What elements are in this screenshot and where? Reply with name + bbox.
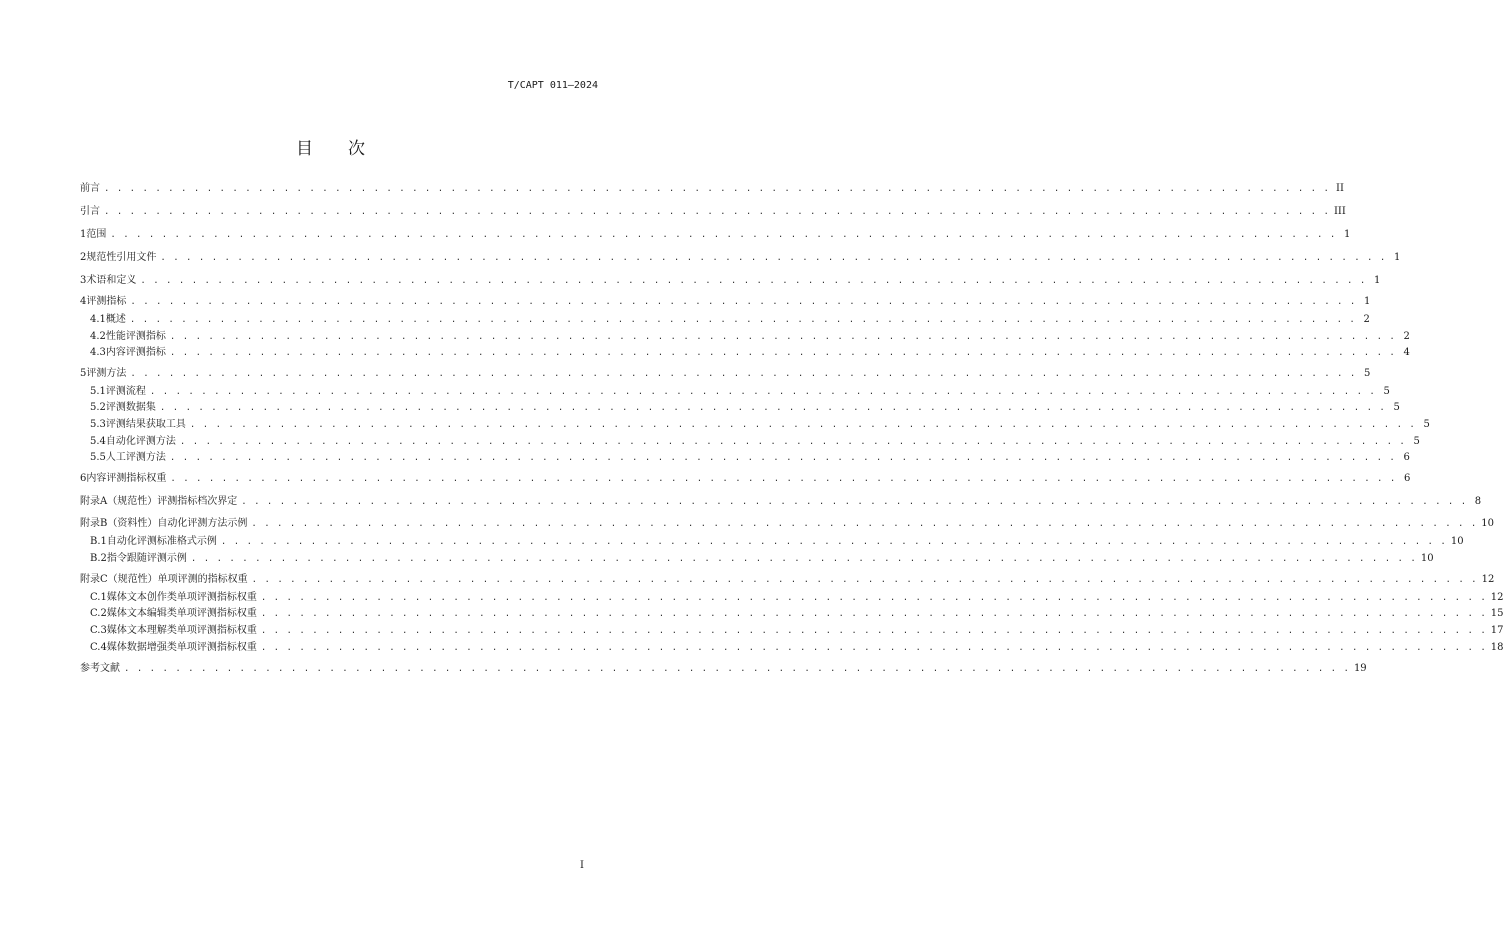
toc-entry-5-3[interactable] — [80, 418, 1430, 432]
toc-entry-page: 12 — [1490, 592, 1504, 603]
toc-entry-number: 5 — [80, 368, 87, 379]
toc-entry-label: 引言 — [80, 206, 100, 217]
toc-entry-label: 评测数据集 — [105, 402, 156, 413]
toc-entry-page: 1 — [1373, 275, 1381, 286]
leader-dots: . . . . . . . . . . . . . . . . . . . . . . . . . . . . . . . . . . . . . . . . . . . . . . . . . . . . . . . . . . . . . . . . . . . . . . . . . . . . . . . . . . . . . . . . . . . . . . . . — [179, 437, 1406, 447]
toc-entry-4-1[interactable] — [80, 313, 1370, 327]
toc-entry-number: C.4 — [90, 642, 107, 653]
toc-entry-label2: 自动化评测方法示例 — [157, 518, 248, 529]
toc-entry-label: 前言 — [80, 183, 100, 194]
toc-entry-label: 评测流程 — [105, 386, 146, 397]
document-code: T/CAPT 011—2024 — [507, 80, 598, 91]
toc-entry-b-2[interactable] — [80, 552, 1434, 566]
toc-entry-page: 15 — [1490, 608, 1504, 619]
toc-entry-page: 19 — [1353, 663, 1367, 674]
toc-entry-label: 附录C（规范性） — [80, 574, 158, 585]
toc-entry-page: 8 — [1474, 496, 1482, 507]
toc-entry-page: 5 — [1413, 436, 1420, 447]
toc-entry-label: 人工评测方法 — [105, 452, 166, 463]
toc-entry-label: 自动化评测方法 — [105, 436, 176, 447]
leader-dots: . . . . . . . . . . . . . . . . . . . . . . . . . . . . . . . . . . . . . . . . . . . . . . . . . . . . . . . . . . . . . . . . . . . . . . . . . . . . . . . . . . . . . . . . . . . . . . . . — [129, 315, 1356, 325]
leader-dots: . . . . . . . . . . . . . . . . . . . . . . . . . . . . . . . . . . . . . . . . . . . . . . . . . . . . . . . . . . . . . . . . . . . . . . . . . . . . . . . . . . . . . . . . . . . . . . . . — [251, 575, 1478, 585]
toc-entry-number: C.2 — [90, 608, 107, 619]
toc-entry-page: 6 — [1403, 452, 1410, 463]
toc-entry-number: 5.2 — [90, 402, 106, 413]
leader-dots: . . . . . . . . . . . . . . . . . . . . . . . . . . . . . . . . . . . . . . . . . . . . . . . . . . . . . . . . . . . . . . . . . . . . . . . . . . . . . . . . . . . . . . . . . . . . . . . . — [220, 537, 1447, 547]
leader-dots: . . . . . . . . . . . . . . . . . . . . . . . . . . . . . . . . . . . . . . . . . . . . . . . . . . . . . . . . . . . . . . . . . . . . . . . . . . . . . . . . . . . . . . . . . . . . . . . . — [130, 369, 1357, 379]
toc-entry-4[interactable] — [80, 295, 1371, 309]
toc-entry-page: 5 — [1363, 368, 1371, 379]
toc-entry-number: 5.5 — [90, 452, 106, 463]
toc-entry-page: 18 — [1490, 642, 1504, 653]
toc-entry-label2: 评测指标档次界定 — [157, 496, 238, 507]
toc-entry-number: 4 — [80, 296, 87, 307]
toc-entry-5[interactable] — [80, 367, 1371, 381]
toc-entry-number: 1 — [80, 229, 87, 240]
toc-entry-label: 参考文献 — [80, 663, 120, 674]
toc-entry-number: 4.1 — [90, 314, 106, 325]
toc-entry-page: III — [1333, 206, 1346, 217]
toc-entry-c-1[interactable] — [80, 591, 1504, 605]
leader-dots: . . . . . . . . . . . . . . . . . . . . . . . . . . . . . . . . . . . . . . . . . . . . . . . . . . . . . . . . . . . . . . . . . . . . . . . . . . . . . . . . . . . . . . . . . . . . . . . . — [104, 207, 1330, 217]
toc-entry-number: 2 — [80, 252, 87, 263]
leader-dots: . . . . . . . . . . . . . . . . . . . . . . . . . . . . . . . . . . . . . . . . . . . . . . . . . . . . . . . . . . . . . . . . . . . . . . . . . . . . . . . . . . . . . . . . . . . . . . . . — [149, 387, 1376, 397]
toc-entry-number: 6 — [80, 473, 87, 484]
leader-dots: . . . . . . . . . . . . . . . . . . . . . . . . . . . . . . . . . . . . . . . . . . . . . . . . . . . . . . . . . . . . . . . . . . . . . . . . . . . . . . . . . . . . . . . . . . . . . . . . — [169, 348, 1396, 358]
toc-entry-page: 4 — [1403, 347, 1410, 358]
toc-entry-4-2[interactable] — [80, 330, 1410, 344]
leader-dots: . . . . . . . . . . . . . . . . . . . . . . . . . . . . . . . . . . . . . . . . . . . . . . . . . . . . . . . . . . . . . . . . . . . . . . . . . . . . . . . . . . . . . . . . . . . . . . . . — [140, 276, 1367, 286]
toc-entry-label2: 单项评测的指标权重 — [157, 574, 248, 585]
toc-entry-number: 4.2 — [90, 331, 106, 342]
toc-entry-label: 媒体文本编辑类单项评测指标权重 — [106, 608, 257, 619]
toc-title-char-1: 目 — [296, 139, 314, 159]
toc-entry-page: 2 — [1363, 314, 1370, 325]
leader-dots: . . . . . . . . . . . . . . . . . . . . . . . . . . . . . . . . . . . . . . . . . . . . . . . . . . . . . . . . . . . . . . . . . . . . . . . . . . . . . . . . . . . . . . . . . . . . . . . . — [160, 253, 1387, 263]
toc-entry-number: 3 — [80, 275, 87, 286]
toc-entry-label: 指令跟随评测示例 — [106, 553, 187, 564]
toc-entry-page: 17 — [1490, 625, 1504, 636]
toc-entry-page: 1 — [1343, 229, 1351, 240]
leader-dots: . . . . . . . . . . . . . . . . . . . . . . . . . . . . . . . . . . . . . . . . . . . . . . . . . . . . . . . . . . . . . . . . . . . . . . . . . . . . . . . . . . . . . . . . . . . . . . . . — [189, 420, 1416, 430]
toc-entry-6[interactable] — [80, 472, 1411, 486]
leader-dots: . . . . . . . . . . . . . . . . . . . . . . . . . . . . . . . . . . . . . . . . . . . . . . . . . . . . . . . . . . . . . . . . . . . . . . . . . . . . . . . . . . . . . . . . . . . . . . . . — [110, 230, 1337, 240]
toc-entry-page: 10 — [1450, 536, 1464, 547]
toc-entry-label: 内容评测指标 — [105, 347, 166, 358]
toc-entry-4-3[interactable] — [80, 346, 1410, 360]
toc-entry-number: C.1 — [90, 592, 107, 603]
toc-entry-page: 2 — [1403, 331, 1410, 342]
toc-entry-label: 评测方法 — [86, 368, 127, 379]
toc-entry-b-1[interactable] — [80, 535, 1464, 549]
toc-entry-number: C.3 — [90, 625, 107, 636]
toc-entry-page: 6 — [1403, 473, 1411, 484]
toc-entry-page: 10 — [1481, 518, 1495, 529]
leader-dots: . . . . . . . . . . . . . . . . . . . . . . . . . . . . . . . . . . . . . . . . . . . . . . . . . . . . . . . . . . . . . . . . . . . . . . . . . . . . . . . . . . . . . . . . . . . . . . . . — [260, 626, 1487, 636]
toc-entry-page: II — [1336, 183, 1344, 194]
leader-dots: . . . . . . . . . . . . . . . . . . . . . . . . . . . . . . . . . . . . . . . . . . . . . . . . . . . . . . . . . . . . . . . . . . . . . . . . . . . . . . . . . . . . . . . . . . . . . . . . — [169, 332, 1396, 342]
toc-entry-label: 评测结果获取工具 — [105, 419, 186, 430]
leader-dots: . . . . . . . . . . . . . . . . . . . . . . . . . . . . . . . . . . . . . . . . . . . . . . . . . . . . . . . . . . . . . . . . . . . . . . . . . . . . . . . . . . . . . . . . . . . . . . . . — [104, 184, 1330, 194]
toc-entry-c-2[interactable] — [80, 607, 1504, 621]
toc-entry-label: 评测指标 — [86, 296, 127, 307]
page-number: I — [580, 860, 584, 871]
toc-entry-c-4[interactable] — [80, 641, 1504, 655]
toc-entry-label: 内容评测指标权重 — [86, 473, 167, 484]
leader-dots: . . . . . . . . . . . . . . . . . . . . . . . . . . . . . . . . . . . . . . . . . . . . . . . . . . . . . . . . . . . . . . . . . . . . . . . . . . . . . . . . . . . . . . . . . . . . . . . . — [241, 497, 1468, 507]
toc-entry-5-2[interactable] — [80, 401, 1400, 415]
leader-dots: . . . . . . . . . . . . . . . . . . . . . . . . . . . . . . . . . . . . . . . . . . . . . . . . . . . . . . . . . . . . . . . . . . . . . . . . . . . . . . . . . . . . . . . . . . . . . . . . — [170, 474, 1397, 484]
leader-dots: . . . . . . . . . . . . . . . . . . . . . . . . . . . . . . . . . . . . . . . . . . . . . . . . . . . . . . . . . . . . . . . . . . . . . . . . . . . . . . . . . . . . . . . . . . . . . . . . — [190, 554, 1417, 564]
toc-entry-label: 性能评测指标 — [105, 331, 166, 342]
leader-dots: . . . . . . . . . . . . . . . . . . . . . . . . . . . . . . . . . . . . . . . . . . . . . . . . . . . . . . . . . . . . . . . . . . . . . . . . . . . . . . . . . . . . . . . . . . . . . . . . — [260, 593, 1487, 603]
toc-entry-page: 10 — [1420, 553, 1434, 564]
toc-entry-label: 规范性引用文件 — [86, 252, 157, 263]
toc-entry-number: 5.4 — [90, 436, 106, 447]
toc-entry-foreword[interactable] — [80, 182, 1344, 196]
toc-entry-number: B.1 — [90, 536, 107, 547]
toc-entry-number: 4.3 — [90, 347, 106, 358]
toc-entry-page: 5 — [1423, 419, 1430, 430]
leader-dots: . . . . . . . . . . . . . . . . . . . . . . . . . . . . . . . . . . . . . . . . . . . . . . . . . . . . . . . . . . . . . . . . . . . . . . . . . . . . . . . . . . . . . . . . . . . . . . . . — [169, 453, 1396, 463]
toc-entry-page: 1 — [1363, 296, 1371, 307]
toc-entry-2[interactable] — [80, 251, 1401, 265]
toc-entry-page: 5 — [1393, 402, 1400, 413]
leader-dots: . . . . . . . . . . . . . . . . . . . . . . . . . . . . . . . . . . . . . . . . . . . . . . . . . . . . . . . . . . . . . . . . . . . . . . . . . . . . . . . . . . . . . . . . . . . . . . . . — [260, 609, 1487, 619]
toc-entry-1[interactable] — [80, 228, 1351, 242]
toc-entry-number: 5.1 — [90, 386, 106, 397]
toc-entry-5-5[interactable] — [80, 451, 1410, 465]
toc-entry-label: 自动化评测标准格式示例 — [106, 536, 217, 547]
toc-entry-label: 附录B（资料性） — [80, 518, 158, 529]
toc-entry-label: 范围 — [86, 229, 107, 240]
toc-entry-5-1[interactable] — [80, 385, 1390, 399]
toc-entry-label: 媒体数据增强类单项评测指标权重 — [106, 642, 257, 653]
leader-dots: . . . . . . . . . . . . . . . . . . . . . . . . . . . . . . . . . . . . . . . . . . . . . . . . . . . . . . . . . . . . . . . . . . . . . . . . . . . . . . . . . . . . . . . . . . . . . . . . — [124, 664, 1350, 674]
toc-entry-label: 媒体文本创作类单项评测指标权重 — [106, 592, 257, 603]
toc-entry-number: 5.3 — [90, 419, 106, 430]
toc-entry-annex-a[interactable] — [80, 495, 1482, 509]
toc-title — [0, 134, 662, 159]
toc-entry-page: 5 — [1383, 386, 1390, 397]
toc-entry-5-4[interactable] — [80, 435, 1420, 449]
leader-dots: . . . . . . . . . . . . . . . . . . . . . . . . . . . . . . . . . . . . . . . . . . . . . . . . . . . . . . . . . . . . . . . . . . . . . . . . . . . . . . . . . . . . . . . . . . . . . . . . — [260, 643, 1487, 653]
toc-entry-label: 媒体文本理解类单项评测指标权重 — [106, 625, 257, 636]
toc-entry-number: B.2 — [90, 553, 107, 564]
toc-entry-label: 附录A（规范性） — [80, 496, 158, 507]
toc-entry-label: 概述 — [105, 314, 126, 325]
leader-dots: . . . . . . . . . . . . . . . . . . . . . . . . . . . . . . . . . . . . . . . . . . . . . . . . . . . . . . . . . . . . . . . . . . . . . . . . . . . . . . . . . . . . . . . . . . . . . . . . — [251, 519, 1478, 529]
toc-entry-page: 1 — [1393, 252, 1401, 263]
toc-entry-annex-c[interactable] — [80, 573, 1495, 587]
toc-entry-annex-b[interactable] — [80, 517, 1495, 531]
toc-entry-3[interactable] — [80, 274, 1381, 288]
toc-title-char-2: 次 — [348, 139, 366, 159]
leader-dots: . . . . . . . . . . . . . . . . . . . . . . . . . . . . . . . . . . . . . . . . . . . . . . . . . . . . . . . . . . . . . . . . . . . . . . . . . . . . . . . . . . . . . . . . . . . . . . . . — [159, 403, 1386, 413]
leader-dots: . . . . . . . . . . . . . . . . . . . . . . . . . . . . . . . . . . . . . . . . . . . . . . . . . . . . . . . . . . . . . . . . . . . . . . . . . . . . . . . . . . . . . . . . . . . . . . . . — [130, 297, 1357, 307]
toc-entry-label: 术语和定义 — [86, 275, 137, 286]
toc-entry-page: 12 — [1481, 574, 1495, 585]
toc-entry-introduction[interactable] — [80, 205, 1346, 219]
toc-entry-references[interactable] — [80, 662, 1367, 676]
toc-entry-c-3[interactable] — [80, 624, 1504, 638]
